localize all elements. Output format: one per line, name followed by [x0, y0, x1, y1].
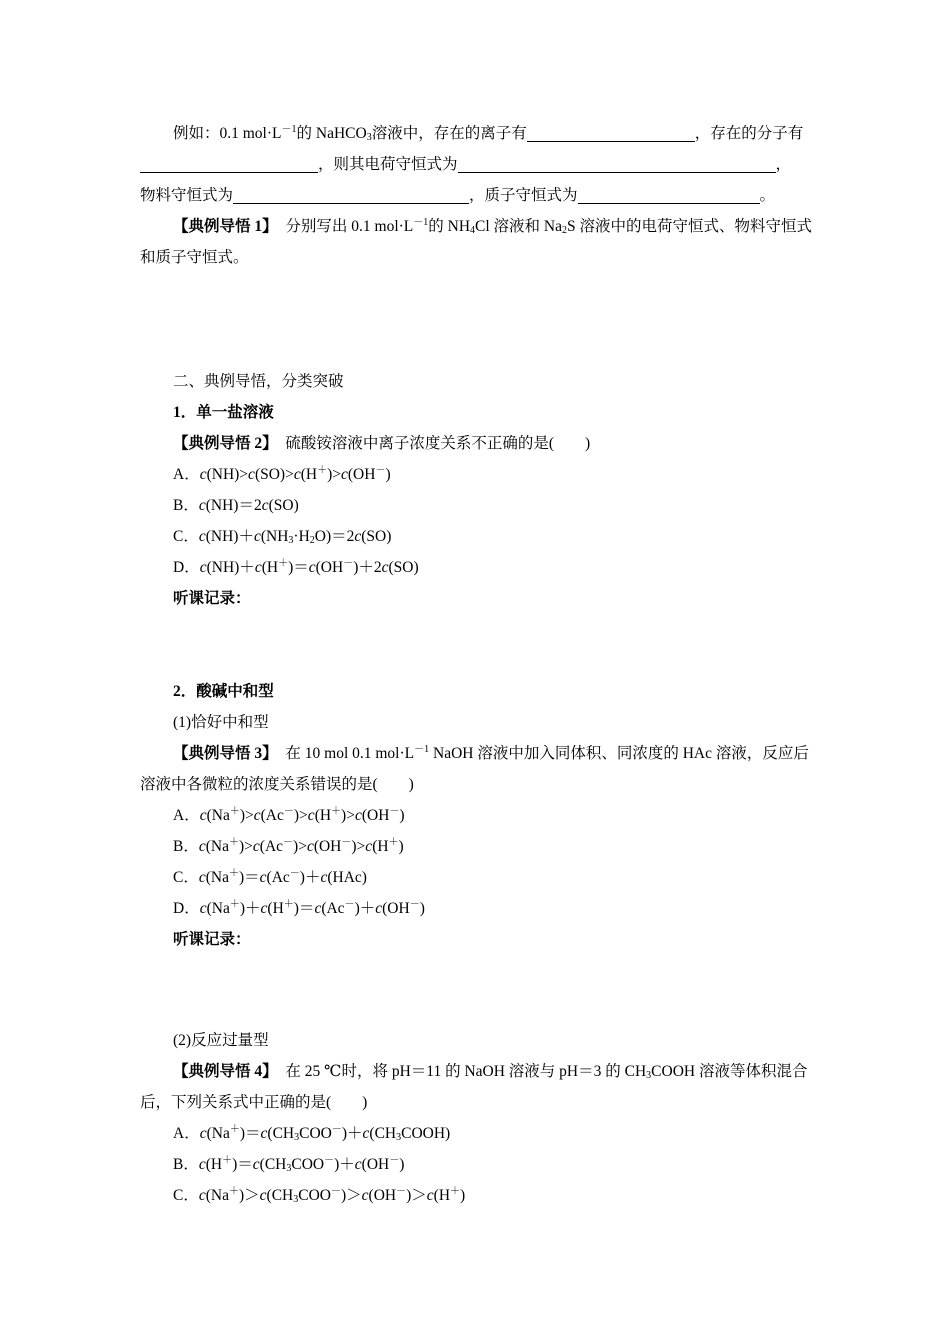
intro-text: 例如：0.1 mol·L	[173, 125, 282, 142]
formula-text: B．	[173, 1156, 199, 1173]
superscript: ＋	[228, 868, 239, 879]
formula-text: (Ac	[260, 807, 284, 824]
concentration-symbol: c	[199, 1125, 207, 1142]
formula-text: A．	[173, 1125, 200, 1142]
concentration-symbol: c	[365, 838, 373, 855]
section-title: 二、典例导悟，分类突破	[173, 373, 344, 390]
formula-text: (NH)>	[206, 466, 249, 483]
intro-paragraph	[140, 118, 812, 211]
option-b[interactable]	[140, 490, 812, 521]
superscript: ＋	[229, 806, 240, 817]
formula-text: )＞	[406, 1187, 427, 1204]
document-page	[140, 118, 812, 1211]
formula-text: (Na	[206, 1125, 230, 1142]
formula-text: )＋	[299, 869, 321, 886]
superscript: －	[375, 465, 386, 476]
subheading-exact: (1)恰好中和型	[173, 714, 269, 731]
formula-text: B．	[173, 838, 199, 855]
blank-proton-balance[interactable]	[578, 183, 760, 204]
formula-text: A．	[173, 807, 200, 824]
formula-text: (NH)＋	[206, 559, 255, 576]
concentration-symbol: c	[362, 1125, 370, 1142]
formula-text: (Na	[206, 807, 230, 824]
concentration-symbol: c	[426, 1187, 434, 1204]
formula-text: (SO)	[268, 497, 299, 514]
example-text: S 溶液中的电荷守恒式、物料守恒式和质子守恒式。	[140, 218, 812, 266]
concentration-symbol: c	[306, 838, 314, 855]
intro-text: ，质子守恒式为	[469, 187, 578, 204]
formula-text: (CH	[259, 1156, 287, 1173]
superscript: －	[389, 1155, 400, 1166]
example-4	[140, 1056, 812, 1118]
concentration-symbol: c	[253, 807, 261, 824]
formula-text: COO	[291, 1156, 325, 1173]
concentration-symbol: c	[293, 466, 301, 483]
formula-text: (Ac	[259, 838, 284, 855]
concentration-symbol: c	[260, 1125, 268, 1142]
formula-text: )＋	[239, 900, 261, 917]
formula-text: COO	[299, 1125, 332, 1142]
formula-text: (OH	[313, 838, 342, 855]
option-c[interactable]	[140, 862, 812, 893]
concentration-symbol: c	[381, 559, 389, 576]
subscript: 3	[293, 1194, 299, 1205]
formula-text: )＞	[340, 1187, 362, 1204]
superscript: －	[330, 1186, 341, 1197]
formula-text: )＝	[293, 900, 315, 917]
superscript: －	[289, 868, 300, 879]
option-c[interactable]	[140, 1180, 812, 1211]
concentration-symbol: c	[354, 807, 362, 824]
concentration-symbol: c	[252, 838, 260, 855]
concentration-symbol: c	[198, 869, 206, 886]
formula-text: (HAc)	[327, 869, 367, 886]
formula-text: O)＝2	[314, 528, 355, 545]
concentration-symbol: c	[375, 900, 383, 917]
formula-text: )	[385, 466, 391, 483]
formula-text: )>	[351, 838, 366, 855]
superscript: ＋	[388, 837, 399, 848]
formula-text: )＋	[341, 1125, 363, 1142]
formula-text: (Na	[206, 900, 230, 917]
example-text: NaOH 溶液中加入同体积、同浓度的 HAc 溶液，反应后溶液中各微粒的浓度关系错误的是( )	[140, 745, 809, 793]
concentration-symbol: c	[199, 466, 207, 483]
formula-text: )＝	[232, 1156, 253, 1173]
formula-text: (Ac	[266, 869, 290, 886]
subscript: 3	[286, 1163, 292, 1174]
concentration-symbol: c	[308, 559, 316, 576]
superscript: ＋	[283, 899, 294, 910]
formula-text: (Ac	[321, 900, 345, 917]
formula-text: )＝	[238, 869, 260, 886]
concentration-symbol: c	[198, 528, 206, 545]
example-label: 【典例导悟 1】	[173, 218, 278, 235]
formula-text: )>	[293, 838, 307, 855]
example-text: 分别写出 0.1 mol·L	[285, 218, 414, 235]
formula-text: )＝	[288, 559, 309, 576]
concentration-symbol: c	[199, 559, 207, 576]
formula-text: (OH	[347, 466, 376, 483]
superscript: －	[389, 806, 400, 817]
example-text: 的 NH	[428, 218, 471, 235]
concentration-symbol: c	[259, 869, 267, 886]
formula-text: )>	[293, 807, 308, 824]
formula-text: )	[399, 807, 405, 824]
formula-text: D．	[173, 900, 200, 917]
option-b[interactable]	[140, 1149, 812, 1180]
blank-charge-balance[interactable]	[458, 152, 776, 173]
superscript: －	[331, 1124, 342, 1135]
notes-label: 听课记录：	[173, 590, 251, 607]
concentration-symbol: c	[253, 528, 261, 545]
formula-text: (OH	[361, 1156, 390, 1173]
formula-text: (OH	[368, 1187, 397, 1204]
subscript: 3	[646, 1070, 652, 1081]
superscript: ＋	[229, 1124, 240, 1135]
option-a[interactable]	[140, 459, 812, 490]
concentration-symbol: c	[259, 1187, 267, 1204]
intro-text: ，存在的分子有	[694, 125, 804, 142]
formula-text: C．	[173, 869, 199, 886]
concentration-symbol: c	[199, 807, 207, 824]
superscript: －	[409, 899, 420, 910]
formula-text: )＝	[239, 1125, 261, 1142]
formula-text: (Na	[205, 1187, 229, 1204]
subscript: 2	[562, 225, 567, 236]
formula-text: (CH	[267, 1125, 295, 1142]
intro-text: 溶液中，存在的离子有	[371, 125, 527, 142]
option-a[interactable]	[140, 800, 812, 831]
intro-text: ，	[775, 156, 792, 173]
concentration-symbol: c	[320, 869, 328, 886]
formula-text: C．	[173, 528, 199, 545]
formula-text: )	[399, 1156, 405, 1173]
option-c[interactable]	[140, 521, 812, 552]
formula-text: (Na	[205, 838, 229, 855]
concentration-symbol: c	[361, 1187, 369, 1204]
concentration-symbol: c	[314, 900, 322, 917]
formula-text: (H	[372, 838, 389, 855]
superscript: ＋	[317, 465, 328, 476]
option-d[interactable]	[140, 893, 812, 924]
example-text: Cl 溶液和 Na	[475, 218, 562, 235]
superscript: ＋	[228, 1186, 239, 1197]
intro-text: 物料守恒式为	[140, 187, 234, 204]
concentration-symbol: c	[198, 838, 206, 855]
option-a[interactable]	[140, 1118, 812, 1149]
subscript: 4	[470, 225, 476, 236]
example-3	[140, 738, 812, 800]
subscript: 3	[294, 1132, 300, 1143]
superscript: ＋	[331, 806, 342, 817]
formula-text: (H	[205, 1156, 223, 1173]
superscript: －	[283, 837, 294, 848]
formula-text: (SO)	[388, 559, 419, 576]
example-label: 【典例导悟 3】	[173, 745, 278, 762]
formula-text: D．	[173, 559, 200, 576]
example-stem: 硫酸铵溶液中离子浓度关系不正确的是( )	[285, 435, 591, 452]
formula-text: )>	[238, 838, 253, 855]
option-d[interactable]	[140, 552, 812, 583]
concentration-symbol: c	[260, 900, 268, 917]
superscript: －	[344, 899, 355, 910]
superscript: －	[283, 806, 294, 817]
concentration-symbol: c	[199, 900, 207, 917]
formula-text: (OH	[361, 807, 390, 824]
formula-text: (SO)	[361, 528, 392, 545]
superscript: ＋	[228, 837, 239, 848]
concentration-symbol: c	[340, 466, 348, 483]
concentration-symbol: c	[248, 466, 255, 483]
formula-text: (H	[267, 900, 284, 917]
formula-text: (OH	[382, 900, 410, 917]
subheading-excess: (2)反应过量型	[173, 1032, 269, 1049]
formula-text: (H	[261, 559, 279, 576]
formula-text: )>	[239, 807, 254, 824]
blank-ions[interactable]	[527, 121, 695, 142]
concentration-symbol: c	[252, 1156, 260, 1173]
example-2	[140, 428, 812, 459]
formula-text: )>	[341, 807, 355, 824]
concentration-symbol: c	[198, 1187, 206, 1204]
superscript: －1	[414, 744, 430, 755]
formula-text: )＋2	[353, 559, 382, 576]
formula-text: (NH	[260, 528, 289, 545]
concentration-symbol: c	[254, 559, 262, 576]
concentration-symbol: c	[198, 497, 206, 514]
blank-material-balance[interactable]	[233, 183, 469, 204]
intro-text: 的 NaHCO	[296, 125, 367, 142]
formula-text: (CH	[369, 1125, 397, 1142]
formula-text: )	[419, 900, 425, 917]
example-text: 在 10 mol 0.1 mol·L	[285, 745, 415, 762]
formula-text: (NH)＋	[205, 528, 254, 545]
superscript: －1	[413, 217, 429, 228]
concentration-symbol: c	[198, 1156, 206, 1173]
formula-text: (CH	[266, 1187, 294, 1204]
formula-text: (H	[314, 807, 332, 824]
intro-text: ，则其电荷守恒式为	[318, 156, 458, 173]
formula-text: )＞	[238, 1187, 260, 1204]
heading-neutralization: 2．酸碱中和型	[173, 683, 274, 700]
formula-text: A．	[173, 466, 200, 483]
formula-text: )>	[327, 466, 341, 483]
option-b[interactable]	[140, 831, 812, 862]
formula-text: (SO)>	[254, 466, 294, 483]
concentration-symbol: c	[354, 1156, 362, 1173]
formula-text: )＋	[334, 1156, 355, 1173]
superscript: －1	[281, 124, 297, 135]
formula-text: )	[398, 838, 404, 855]
intro-text: 。	[759, 187, 776, 204]
example-label: 【典例导悟 2】	[173, 435, 278, 452]
formula-text: B．	[173, 497, 199, 514]
subscript: 3	[288, 535, 294, 546]
blank-molecules[interactable]	[140, 152, 318, 173]
example-text: COOH 溶液等体积混合后，下列关系式中正确的是( )	[140, 1063, 808, 1111]
example-label: 【典例导悟 4】	[173, 1063, 278, 1080]
superscript: －	[396, 1186, 407, 1197]
formula-text: C．	[173, 1187, 199, 1204]
formula-text: )	[460, 1187, 466, 1204]
example-text: 在 25 ℃时，将 pH＝11 的 NaOH 溶液与 pH＝3 的 CH	[285, 1063, 647, 1080]
subscript: 2	[309, 535, 315, 546]
formula-text: COO	[298, 1187, 331, 1204]
example-1	[140, 211, 812, 273]
superscript: －	[341, 837, 352, 848]
formula-text: ·H	[293, 528, 310, 545]
formula-text: (NH)＝2	[205, 497, 262, 514]
superscript: ＋	[450, 1186, 461, 1197]
superscript: －	[324, 1155, 335, 1166]
superscript: ＋	[278, 558, 289, 569]
formula-text: (Na	[205, 869, 229, 886]
subscript: 3	[366, 132, 372, 143]
superscript: ＋	[229, 899, 240, 910]
formula-text: (OH	[315, 559, 344, 576]
heading-single-salt: 1．单一盐溶液	[173, 404, 274, 421]
formula-text: (H	[433, 1187, 451, 1204]
concentration-symbol: c	[261, 497, 269, 514]
formula-text: )＋	[354, 900, 376, 917]
concentration-symbol: c	[354, 528, 362, 545]
subscript: 3	[396, 1132, 402, 1143]
concentration-symbol: c	[307, 807, 315, 824]
formula-text: COOH)	[401, 1125, 451, 1142]
formula-text: (H	[300, 466, 318, 483]
superscript: －	[343, 558, 354, 569]
superscript: ＋	[222, 1155, 233, 1166]
notes-label: 听课记录：	[173, 931, 251, 948]
